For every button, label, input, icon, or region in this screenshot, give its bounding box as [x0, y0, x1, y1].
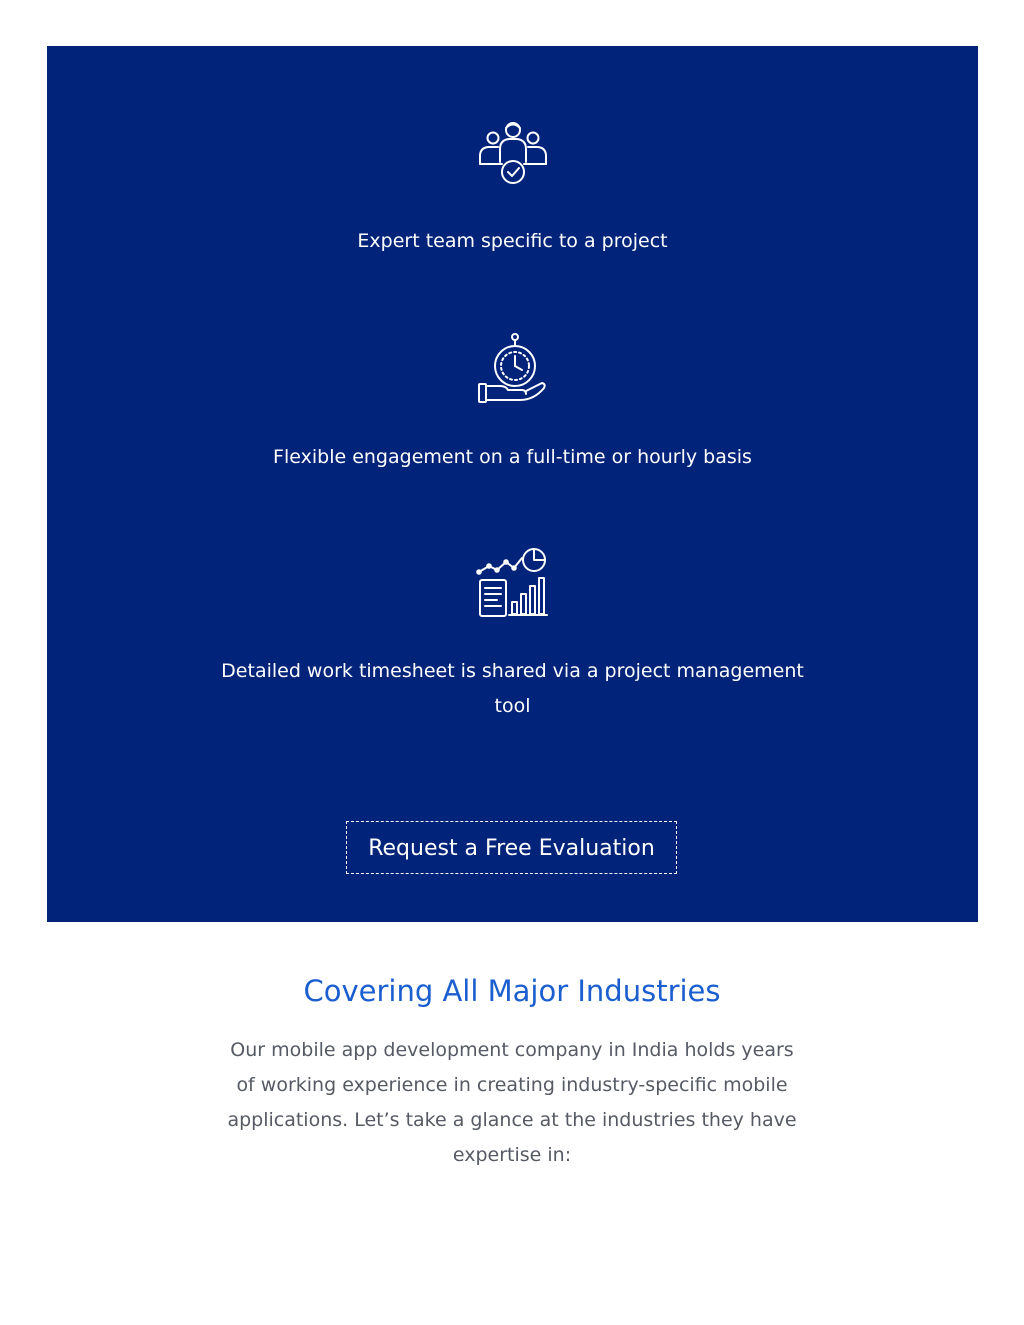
request-evaluation-button[interactable]: Request a Free Evaluation [346, 821, 677, 874]
services-panel [47, 46, 978, 922]
feature-flexible-engagement [47, 332, 978, 468]
stopwatch-hand-icon [476, 332, 550, 406]
team-check-icon [476, 116, 550, 190]
feature-label: Detailed work timesheet is shared via a project management tool [221, 660, 804, 717]
industries-description: Our mobile app development company in India holds years of working experience in creating industry-specific mobile applications. Let’s take a glance at the industries they have expertise in: [227, 1039, 797, 1166]
industries-title: Covering All Major Industries [303, 974, 721, 1008]
report-chart-icon [476, 546, 550, 620]
feature-label: Expert team specific to a project [357, 230, 668, 252]
feature-expert-team [47, 116, 978, 252]
feature-timesheet [47, 546, 978, 717]
feature-label: Flexible engagement on a full-time or hourly basis [273, 446, 752, 468]
